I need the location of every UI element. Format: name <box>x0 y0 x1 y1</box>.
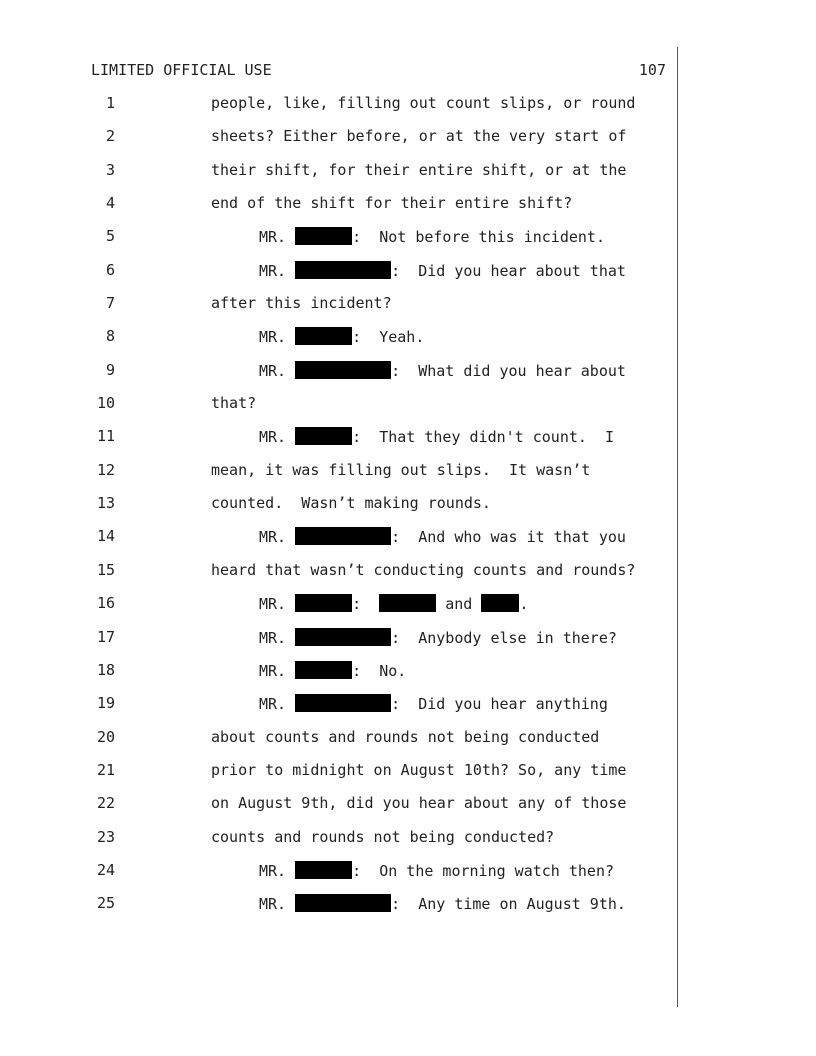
right-margin-rule <box>677 47 678 1007</box>
speaker-prefix: MR. <box>259 228 296 247</box>
speaker-prefix: MR. <box>259 428 296 447</box>
line-number: 16 <box>96 594 115 613</box>
line-text: prior to midnight on August 10th? So, any time <box>211 760 627 779</box>
line-text: their shift, for their entire shift, or at the <box>211 160 627 179</box>
redaction-box <box>295 261 391 279</box>
transcript-line <box>0 892 676 925</box>
transcript-line <box>0 525 676 558</box>
line-text: end of the shift for their entire shift? <box>211 194 573 213</box>
transcript-line <box>0 125 676 158</box>
line-text: mean, it was filling out slips. It wasn’t <box>211 460 591 479</box>
transcript-line <box>0 359 676 392</box>
speaker-line <box>259 227 605 246</box>
speech-text: : Not before this incident. <box>352 228 605 247</box>
redaction-box <box>295 861 352 879</box>
transcript-line <box>0 659 676 692</box>
transcript-line <box>0 159 676 192</box>
transcript-line <box>0 459 676 492</box>
line-number: 5 <box>105 227 115 246</box>
speech-text: : And who was it that you <box>391 528 626 547</box>
redaction-box <box>295 694 391 712</box>
redaction-box <box>295 361 391 379</box>
line-number: 6 <box>105 260 115 279</box>
line-number: 12 <box>96 460 115 479</box>
redaction-box <box>295 894 391 912</box>
speaker-prefix: MR. <box>259 895 296 914</box>
speech-text: . <box>519 595 529 614</box>
speaker-line <box>259 594 528 613</box>
line-text: on August 9th, did you hear about any of those <box>211 794 627 813</box>
transcript-line <box>0 726 676 759</box>
line-number: 14 <box>96 527 115 546</box>
line-number: 15 <box>96 560 115 579</box>
transcript-body <box>0 92 676 926</box>
transcript-line <box>0 692 676 725</box>
line-number: 8 <box>105 327 115 346</box>
line-number: 2 <box>105 127 115 146</box>
speaker-prefix: MR. <box>259 528 296 547</box>
line-number: 20 <box>96 727 115 746</box>
speaker-line <box>259 327 424 346</box>
line-number: 10 <box>96 394 115 413</box>
transcript-line <box>0 626 676 659</box>
transcript-line <box>0 492 676 525</box>
line-text: about counts and rounds not being conducted <box>211 727 600 746</box>
speech-text: : Did you hear anything <box>391 695 608 714</box>
speaker-prefix: MR. <box>259 695 296 714</box>
speaker-prefix: MR. <box>259 328 296 347</box>
line-number: 7 <box>105 294 115 313</box>
transcript-line <box>0 792 676 825</box>
speaker-prefix: MR. <box>259 661 296 680</box>
speaker-prefix: MR. <box>259 861 296 880</box>
line-number: 24 <box>96 860 115 879</box>
redaction-box <box>295 427 352 445</box>
page-number: 107 <box>638 61 666 79</box>
speech-text: : On the morning watch then? <box>352 861 615 880</box>
transcript-line <box>0 259 676 292</box>
speech-conjunction: and <box>436 595 482 614</box>
speaker-line <box>259 527 626 546</box>
line-number: 3 <box>105 160 115 179</box>
redaction-box <box>481 594 519 612</box>
speech-text: : Any time on August 9th. <box>391 895 626 914</box>
speech-text: : No. <box>352 661 407 680</box>
speaker-line <box>259 628 617 647</box>
line-number: 21 <box>96 760 115 779</box>
line-text: heard that wasn’t conducting counts and rounds? <box>211 560 636 579</box>
line-text: counts and rounds not being conducted? <box>211 827 555 846</box>
line-number: 4 <box>105 194 115 213</box>
line-number: 18 <box>96 660 115 679</box>
line-text: people, like, filling out count slips, or round <box>211 94 636 112</box>
speech-text: : That they didn't count. I <box>352 428 615 447</box>
line-number: 19 <box>96 694 115 713</box>
line-number: 22 <box>96 794 115 813</box>
redaction-box <box>295 594 352 612</box>
transcript-line <box>0 92 676 125</box>
classification-header: LIMITED OFFICIAL USE <box>91 61 272 79</box>
line-number: 13 <box>96 494 115 513</box>
redaction-box <box>295 661 352 679</box>
speaker-line <box>259 361 626 380</box>
transcript-line <box>0 225 676 258</box>
transcript-line <box>0 826 676 859</box>
line-number: 25 <box>96 894 115 913</box>
speaker-line <box>259 894 626 913</box>
transcript-line <box>0 325 676 358</box>
speech-separator: : <box>352 595 380 614</box>
transcript-line <box>0 592 676 625</box>
redaction-box <box>295 628 391 646</box>
line-number: 9 <box>105 360 115 379</box>
line-number: 1 <box>105 94 115 112</box>
transcript-line <box>0 559 676 592</box>
speaker-line <box>259 661 406 680</box>
speech-text: : Anybody else in there? <box>391 628 617 647</box>
speech-text: : What did you hear about <box>391 361 626 380</box>
transcript-line <box>0 859 676 892</box>
line-text: sheets? Either before, or at the very start of <box>211 127 627 146</box>
speaker-line <box>259 261 626 280</box>
transcript-line <box>0 292 676 325</box>
transcript-line <box>0 759 676 792</box>
line-number: 11 <box>96 427 115 446</box>
speaker-prefix: MR. <box>259 361 296 380</box>
speaker-prefix: MR. <box>259 595 296 614</box>
line-text: counted. Wasn’t making rounds. <box>211 494 491 513</box>
redaction-box <box>295 227 352 245</box>
speaker-prefix: MR. <box>259 261 296 280</box>
redaction-box <box>295 327 352 345</box>
redaction-box <box>295 527 391 545</box>
transcript-line <box>0 192 676 225</box>
speech-text: : Yeah. <box>352 328 425 347</box>
speaker-line <box>259 694 608 713</box>
line-number: 17 <box>96 627 115 646</box>
line-number: 23 <box>96 827 115 846</box>
transcript-line <box>0 425 676 458</box>
line-text: after this incident? <box>211 294 392 313</box>
speech-text: : Did you hear about that <box>391 261 626 280</box>
speaker-prefix: MR. <box>259 628 296 647</box>
speaker-line <box>259 861 614 880</box>
line-text: that? <box>211 394 257 413</box>
redaction-box <box>379 594 436 612</box>
transcript-line <box>0 392 676 425</box>
speaker-line <box>259 427 614 446</box>
